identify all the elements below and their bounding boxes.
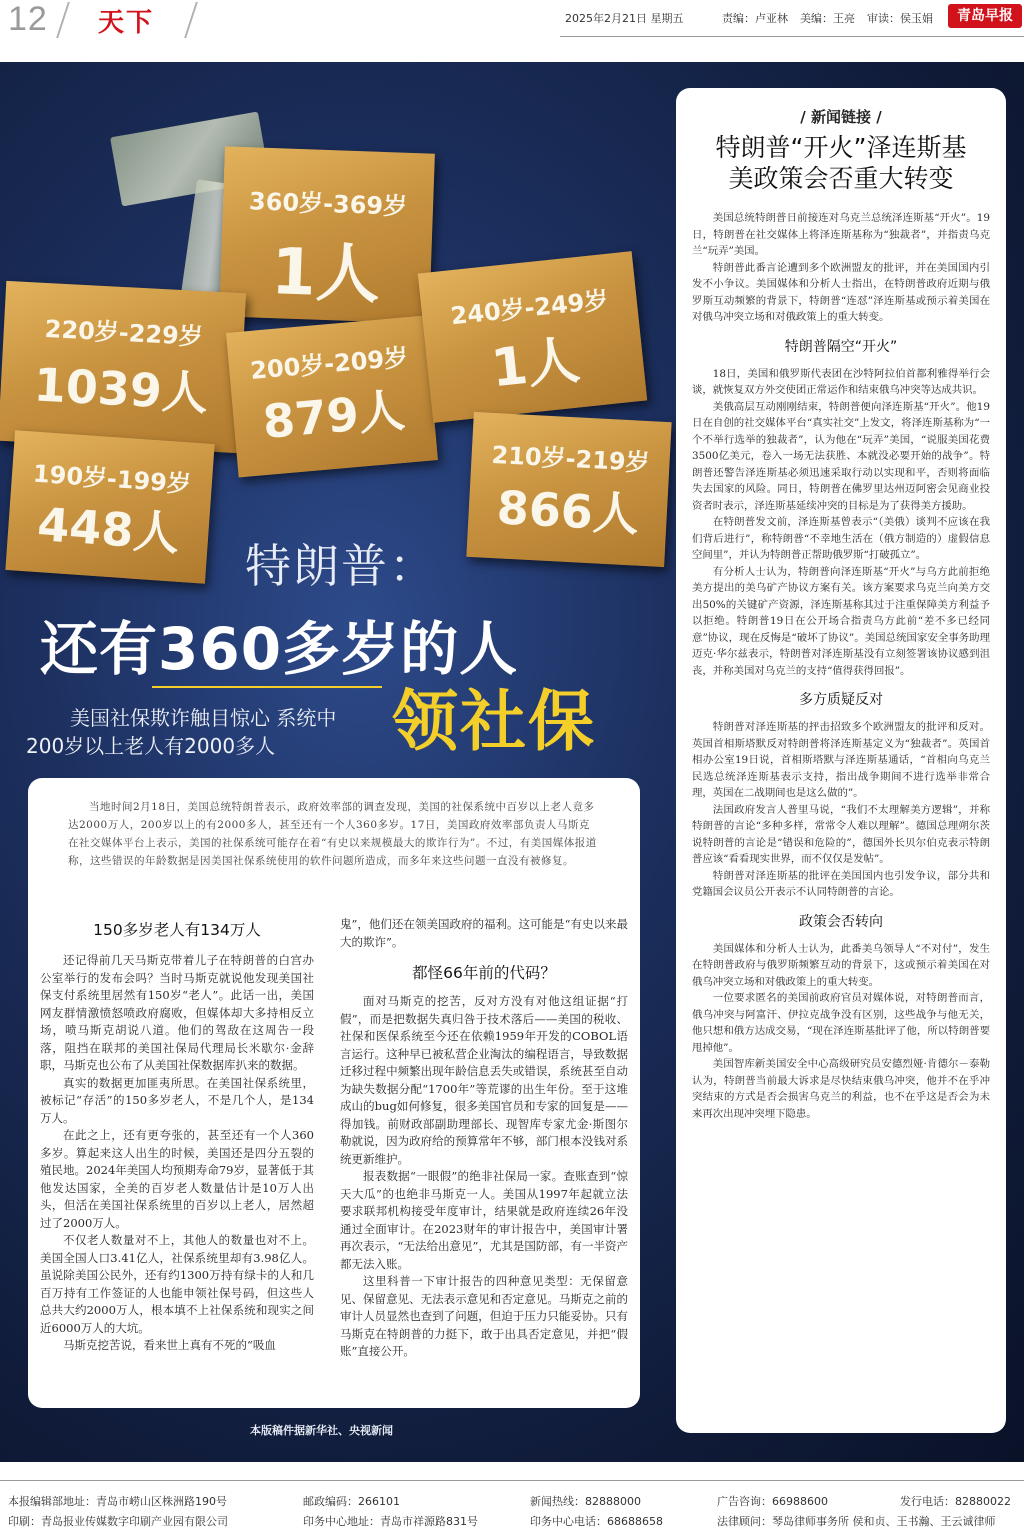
editor-credit: 责编：卢亚林 [722, 12, 788, 25]
age-card [466, 412, 671, 567]
sidebar-title [676, 132, 1006, 194]
article-paragraph: 还记得前几天马斯克带着儿子在特朗普的白宫办公室举行的发布会吗？当时马斯克就说他发现美国社保支付系统里居然有150岁“老人”。此话一出，美国网友群情激愤怒喷政府腐败，但媒体却大多持相反立场，喷马斯克胡说八道。他们的驾敌在这周告一段落，阻挡在联邦的美国社保局代理局长米歇尔·金辞职，马斯克也公布了从美国社保数据库扒来的数据。 [40, 953, 314, 1072]
article-paragraph: 18日，美国和俄罗斯代表团在沙特阿拉伯首都利雅得举行会谈，就恢复双方外交使团正常运作和结束俄乌冲突等达成共识。 [692, 367, 990, 396]
article-paragraph: 特朗普对泽连斯基的抨击招致多个欧洲盟友的批评和反对。英国首相斯塔默反对特朗普将泽连斯基定义为“独裁者”。英国首相办公室19日说，首相斯塔默与泽连斯基通话，“首相向乌克兰民选总统泽连斯基表示支持，指出战争期间不进行选举非常合理，英国在二战期间也是这么做的”。 [692, 721, 990, 799]
headline-speaker: 特朗普： [245, 539, 437, 593]
headline-emphasis: 领社保 [392, 683, 596, 760]
subheadline: 美国社保欺诈触目惊心 系统中 [70, 706, 337, 730]
age-card [226, 316, 438, 478]
article-paragraph: 美国智库新美国安全中心高级研究员安德烈娅·肯德尔－泰勒认为，特朗普当前最大诉求是尽快结束俄乌冲突，他并不在乎冲突结束的方式是否会损害乌克兰的利益，也不在乎这是否会为未来再次出现冲突埋下隐患。 [692, 1058, 990, 1120]
headline-rule [152, 686, 382, 688]
article-paragraph: 真实的数据更加匪夷所思。在美国社保系统里，被标记“存活”的150多岁老人，不是几个人，是134万人。 [40, 1075, 314, 1125]
age-range: 210岁-219岁 [490, 440, 651, 478]
footer-postcode: 邮政编码：266101 [303, 1495, 400, 1508]
article-paragraph: 在特朗普发文前，泽连斯基曾表示“（美俄）谈判不应该在我们背后进行”，称特朗普“不幸地生活在（俄方制造的）虚假信息空间里”，并认为特朗普正帮助俄罗斯“打破孤立”。 [692, 516, 990, 561]
footer-print-phone: 印务中心电话：68688658 [530, 1515, 663, 1528]
proofreader-credit: 审读：侯玉娟 [867, 12, 933, 25]
section-heading: 都怪66年前的代码？ [412, 964, 556, 982]
footer-hotline: 新闻热线：82888000 [530, 1495, 641, 1508]
article-paragraph: 法国政府发言人普里马说，“我们不太理解美方逻辑”，并称特朗普的言论“多种多样，常常令人难以理解”。德国总理朔尔茨说特朗普的言论是“错误和危险的”，德国外长贝尔伯克表示特朗普应该“看看现实世界，而不仅仅是发帖”。 [692, 803, 990, 865]
main-article [28, 778, 640, 1408]
sidebar-title-line: 美政策会否重大转变 [728, 164, 954, 193]
section-heading: 150多岁老人有134万人 [93, 921, 261, 939]
footer-legal: 法律顾问：琴岛律师事务所 侯和贞、王书瀚、王云诚律师 [717, 1515, 996, 1528]
age-range: 200岁-209岁 [249, 343, 410, 385]
age-card [5, 430, 214, 584]
article-paragraph: 不仅老人数量对不上，其他人的数量也对不上。美国全国人口3.41亿人，社保系统里却有3.98亿人。虽说除美国公民外，还有约1300万持有绿卡的人和几百万持有工作签证的人也能申领社保号码，但这些人总共大约2000万人，根本填不上社保系统和现实之间近6000万人的大坑。 [40, 1233, 314, 1335]
age-card [0, 281, 246, 453]
people-count: 879人 [260, 382, 407, 450]
headline-main: 还有360多岁的人 [40, 615, 519, 683]
article-paragraph: 美国总统特朗普日前接连对乌克兰总统泽连斯基“开火”。19日，特朗普在社交媒体上将泽连斯基称为“独裁者”，并指责乌克兰“玩弄”美国。 [692, 212, 990, 257]
section-heading: 政策会否转向 [799, 913, 883, 930]
header-divider [184, 2, 198, 38]
article-lead: 当地时间2月18日，美国总统特朗普表示，政府效率部的调查发现，美国的社保系统中百岁以上老人竟多达2000万人，200岁以上的有2000多人，甚至还有一个人360多岁。17日，美国政府效率部负责人马斯克在社交媒体平台上表示，美国的社保系统可能存在着“有史以来规模最大的欺诈行为”。不过，有美国媒体报道称，这些错误的年龄数据是因美国社保系统使用的软件问题所造成，而多年来这些问题一直没有被修复。 [68, 801, 597, 867]
article-paragraph: 马斯克挖苦说，看来世上真有不死的“吸血 [63, 1338, 276, 1352]
article-paragraph: 面对马斯克的挖苦，反对方没有对他这组证据“打假”，而是把数据失真归咎于技术落后——美国的税收、社保和医保系统至今还在依赖1959年开发的COBOL语言运行。这种早已被私营企业淘汰的编程语言，导致数据迁移过程中频繁出现年龄信息丢失或错误，系统甚至自动为缺失数据分配“1700年”等荒谬的出生年份。至于这堆成山的bug如何修复，很多美国官员和专家的回复是——得加钱。前财政部副助理部长、现智库专家尤金·斯图尔勒就说，因为政府给的预算常年不够，部门根本没钱对系统更新维护。 [340, 994, 628, 1166]
article-paragraph: 特朗普对泽连斯基的批评在美国国内也引发争议，部分共和党籍国会议员公开表示不认同特朗普的言论。 [692, 869, 990, 898]
article-column [40, 918, 314, 1355]
header-divider [56, 2, 70, 38]
section-heading: 多方质疑反对 [799, 692, 883, 708]
people-count: 866人 [495, 480, 641, 542]
sidebar-kicker: / 新闻链接 / [800, 108, 882, 126]
age-card [219, 146, 435, 323]
article-paragraph: 鬼”，他们还在领美国政府的福利。这可能是“有史以来最大的欺诈”。 [340, 917, 628, 949]
people-count: 1人 [488, 330, 583, 400]
people-count: 1人 [270, 235, 382, 313]
age-range: 220岁-229岁 [44, 314, 204, 352]
section-name: 天下 [98, 8, 155, 38]
designer-credit: 美编：王亮 [800, 12, 855, 25]
issue-date: 2025年2月21日 星期五 [565, 12, 684, 25]
header-rule [560, 36, 1024, 37]
article-paragraph: 美俄高层互动刚刚结束，特朗普便向泽连斯基“开火”。他19日在自创的社交媒体平台“真实社交”上发文，将泽连斯基称为“一个不举行选举的独裁者”，认为他在“玩弄”美国，“说服美国花费3500亿美元，卷入一场无法获胜、本就没必要开始的战争”。特朗普还警告泽连斯基必须迅速采取行动以实现和平，否则将面临失去国家的风险。同日，特朗普在佛罗里达州迈阿密会见商业投资者时表示，泽连斯基延续冲突的目标是为了获得美方援助。 [692, 400, 990, 512]
sidebar-body [692, 210, 990, 1122]
sidebar-title-line: 特朗普“开火”泽连斯基 [715, 133, 967, 162]
article-paragraph: 这里科普一下审计报告的四种意见类型：无保留意见、保留意见、无法表示意见和否定意见。马斯克之前的审计人员显然也查到了问题，但迫于压力只能妥协。只有马斯克在特朗普的力挺下，敢于出具否定意见，并把“假账”直接公开。 [340, 1274, 628, 1358]
article-paragraph: 一位要求匿名的美国前政府官员对媒体说，对特朗普而言，俄乌冲突与阿富汗、伊拉克战争没有区别，这些战争与他无关，他只想和俄方达成交易，“现在泽连斯基批评了他，所以特朗普要甩掉他”。 [692, 992, 990, 1054]
section-heading: 特朗普隔空“开火” [784, 338, 898, 355]
subheadline: 200岁以上老人有2000多人 [26, 734, 276, 758]
footer-address: 本报编辑部地址：青岛市崂山区株洲路190号 [8, 1495, 227, 1508]
people-count: 448人 [35, 497, 182, 561]
article-paragraph: 报表数据“一眼假”的绝非社保局一家。查账查到“惊天大瓜”的也绝非马斯克一人。美国从1997年起就立法要求联邦机构接受年度审计，结果就是政府连续26年没通过全面审计。在2023财年的审计报告中，美国审计署再次表示，“无法给出意见”，尤其是国防部，有一半资产都无法入账。 [340, 1169, 628, 1271]
article-paragraph: 有分析人士认为，特朗普向泽连斯基“开火”与乌方此前拒绝美方提出的美乌矿产协议方案有关。该方案要求乌克兰向美方交出50%的关键矿产资源，泽连斯基称其过于注重保障美方利益予以拒绝。特朗普19日在公开场合指责乌方此前“差不多已经同意”协议，现在反悔是“破坏了协议”。美国总统国家安全事务助理迈克·华尔兹表示，特朗普对泽连斯基没有立刻签署该协议感到沮丧，并称美国对乌克兰的支持“值得获得回报”。 [692, 565, 990, 677]
newspaper-logo: 青岛早报 [948, 4, 1022, 28]
article-column [340, 916, 628, 1361]
source-note: 本版稿件据新华社、央视新闻 [250, 1424, 393, 1437]
age-range: 190岁-199岁 [32, 459, 192, 499]
article-paragraph: 特朗普此番言论遭到多个欧洲盟友的批评，并在美国国内引发不小争议。美国媒体和分析人士指出，在特朗普政府近期与俄罗斯互动频繁的背景下，特朗普“连怼”泽连斯基或预示着美国在对俄乌冲突立场和对俄政策上的重大转变。 [692, 261, 990, 323]
page-header [0, 0, 1024, 44]
age-range: 360岁-369岁 [248, 187, 408, 221]
footer-print-address: 印务中心地址：青岛市祥源路831号 [303, 1515, 478, 1528]
page-footer [0, 1480, 1024, 1532]
news-link-sidebar [676, 88, 1006, 1433]
footer-printer: 印刷：青岛报业传媒数字印刷产业园有限公司 [8, 1515, 228, 1528]
footer-ads: 广告咨询：66988600 [717, 1495, 828, 1508]
page-number: 12 [8, 0, 48, 38]
age-card [418, 251, 648, 423]
footer-distribution: 发行电话：82880022 [900, 1495, 1011, 1508]
age-range: 240岁-249岁 [449, 285, 610, 331]
article-paragraph: 美国媒体和分析人士认为，此番美乌领导人“不对付”，发生在特朗普政府与俄罗斯频繁互动的背景下，这或预示着美国在对俄乌冲突立场和对俄政策上的重大转变。 [692, 942, 990, 988]
article-paragraph: 在此之上，还有更夸张的，甚至还有一个人360多岁。算起来这人出生的时候，美国还是四分五裂的殖民地。2024年美国人均预期寿命79岁，显著低于其他发达国家，全美的百岁老人数量估计是10万人出头，但活在美国社保系统里的百岁以上老人，居然超过了2000万人。 [40, 1128, 314, 1230]
people-count: 1039人 [32, 357, 210, 421]
